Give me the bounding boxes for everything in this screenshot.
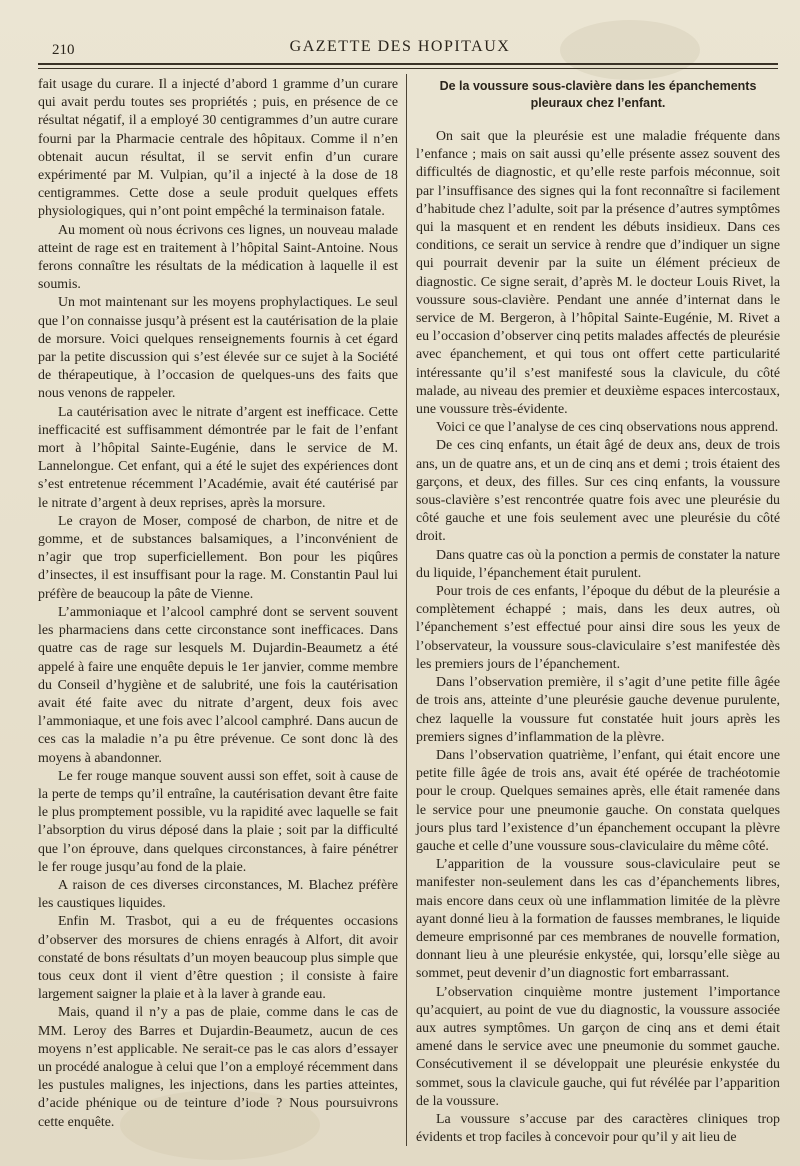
- paragraph: La cautérisation avec le nitrate d’argent est inefficace. Cette inefficacité est suffisamment démontrée par le fait de l’enfant mort à l’hôpital Sainte-Eugénie, dans le service de M. Lannelongue. Cet enfant, qui a été le sujet des expériences dont s’est entretenue récemment l’Académie, avait été cautérisé par le nitrate d’argent à deux reprises, après la morsure.: [38, 404, 398, 511]
- paragraph: Mais, quand il n’y a pas de plaie, comme dans le cas de MM. Leroy des Barres et Dujardin-Beaumetz, aucun de ces moyens n’est applicable. Ne serait-ce pas le cas alors d’essayer un procédé analogue à celui que l’on a employé récemment dans les pustules malignes, les injections, dans les parties atteintes, d’acide phénique ou de teinture d’iode ? Nous poursuivrons cette enquête.: [38, 1005, 398, 1130]
- paragraph: L’apparition de la voussure sous-claviculaire peut se manifester non-seulement dans les cas d’épanchements libres, mais encore dans ceux où une inflammation limitée de la plèvre ayant donné lieu à la formation de fausses membranes, le liquide demeure emprisonné par ces membranes de nouvelle formation, donnant lieu à une pleurésie enkystée, qui, lorsqu’elle siège au sommet, peut devenir d’un diagnostic fort embarrassant.: [416, 857, 780, 982]
- paragraph: L’observation cinquième montre justement l’importance qu’acquiert, au point de vue du diagnostic, la voussure associée aux autres symptômes. Un garçon de cinq ans et demi était amené dans le service avec une pneumonie du sommet gauche. Consécutivement il se développait une pleurésie enkystée du sommet, sous la clavicule gauche, qui fut révélée par l’apparition de la voussure.: [416, 984, 780, 1109]
- paragraph: Voici ce que l’analyse de ces cinq observations nous apprend.: [436, 420, 779, 436]
- article-title: De la voussure sous-clavière dans les épanchements pleuraux chez l’enfant.: [439, 79, 757, 110]
- right-column: [416, 76, 780, 1147]
- paragraph: Dans quatre cas où la ponction a permis de constater la nature du liquide, l’épanchement était purulent.: [416, 547, 780, 581]
- paragraph: Dans l’observation quatrième, l’enfant, qui était encore une petite fille âgée de trois ans, avait été opérée de trachéotomie pour le croup. Quelques semaines après, elle était ramenée dans le service pour une pneumonie gauche. On constata quelques jours plus tard l’existence d’un épanchement occupant la plèvre gauche et celle d’une voussure sous-claviculaire du même côté.: [416, 747, 780, 854]
- paragraph: Un mot maintenant sur les moyens prophylactiques. Le seul que l’on connaisse jusqu’à présent est la cautérisation de la plaie de morsure. Voici quelques renseignements fournis à cet égard par la petite discussion qui s’est élevée sur ce sujet à la Société de thérapeutique, à l’occasion de quelques-uns des faits que nous venons de rappeler.: [38, 295, 398, 402]
- paragraph: Au moment où nous écrivons ces lignes, un nouveau malade atteint de rage est en traitement à l’hôpital Saint-Antoine. Nous ferons connaître les résultats de la médication à laquelle il est soumis.: [38, 222, 398, 293]
- paragraph: Pour trois de ces enfants, l’époque du début de la pleurésie a complètement échappé ; mais, dans les deux autres, où l’épanchement s’est effectué pour ainsi dire sous les yeux de l’observateur, la voussure sous-claviculaire s’est manifestée dès les premiers jours de l’épanchement.: [416, 584, 780, 672]
- paragraph: A raison de ces diverses circonstances, M. Blachez préfère les caustiques liquides.: [38, 877, 398, 912]
- paragraph: On sait que la pleurésie est une maladie fréquente dans l’enfance ; mais on sait aussi qu’elle présente assez souvent des difficultés de diagnostic, et qu’elle reste parfois méconnue, soit par l’insuffisance des signes qui la font reconnaître si facilement d’habitude chez l’adulte, soit par la présence d’autres symptômes qui la masquent et en rendent les débuts insidieux. Dans ces conditions, ce serait un service à rendre que d’indiquer un signe qui pourrait devenir par la suite un élément précieux de diagnostic. Ce signe serait, d’après M. le docteur Louis Rivet, la voussure sous-clavière. Pendant une année d’internat dans le service de M. Bergeron, à l’hôpital Sainte-Eugénie, M. Rivet a eu l’occasion d’observer cinq petits malades affectés de pleurésie avec épanchement, et qui tous ont offert cette particularité intéressante qu’il s’est manifesté sous la clavicule, du côté malade, au niveau des premier et deuxième espaces intercostaux, une voussure très-évidente.: [416, 129, 780, 418]
- paragraph: fait usage du curare. Il a injecté d’abord 1 gramme d’un curare qui avait perdu toutes ses propriétés ; puis, en présence de ce résultat négatif, il a employé 30 centigrammes d’un autre curare fourni par la Pharmacie centrale des hôpitaux. Comme il n’en obtenait aucun résultat, il se servit enfin d’un curare expérimenté par M. Vulpian, qu’il a injecté à la dose de 18 centigrammes. Cette dose a seule produit quelques effets physiologiques, qui n’ont point empêché la terminaison fatale.: [38, 77, 398, 220]
- paragraph: De ces cinq enfants, un était âgé de deux ans, deux de trois ans, un de quatre ans, et un de cinq ans et demi ; trois étaient des garçons, et deux, des filles. Sur ces cinq enfants, la voussure sous-clavière s’est rencontrée quatre fois avec une pleurésie du côté gauche et une fois seulement avec une pleurésie du côté droit.: [416, 438, 780, 545]
- header-rule: [38, 63, 778, 65]
- paragraph: L’ammoniaque et l’alcool camphré dont se servent souvent les pharmaciens dans cette circonstance sont inefficaces. Dans quatre cas de rage sur lesquels M. Dujardin-Beaumetz a été appelé à faire une enquête depuis le 1er janvier, comme membre du Conseil d’hygiène et de salubrité, une fois la cautérisation avait été faite avec du nitrate d’argent, deux fois avec l’ammoniaque, et une fois avec l’alcool camphré. Dans aucun de ces cas la maladie n’a pu être prévenue. Ce sont donc là des moyens à abandonner.: [38, 604, 398, 766]
- paragraph: Enfin M. Trasbot, qui a eu de fréquentes occasions d’observer des morsures de chiens enragés à Alfort, dit avoir constaté de bons résultats d’un moyen beaucoup plus simple que tous ceux dont il vient d’être question ; il consiste à faire largement saigner la plaie et à la laver à grande eau.: [38, 914, 398, 1003]
- paragraph: La voussure s’accuse par des caractères cliniques trop évidents et trop faciles à concevoir pour qu’il y ait lieu de: [416, 1111, 780, 1146]
- column-divider: [406, 74, 407, 1146]
- paragraph: Le fer rouge manque souvent aussi son effet, soit à cause de la perte de temps qu’il entraîne, la cautérisation devant être faite le plus promptement possible, vu la rapidité avec laquelle se fait l’absorption du virus déposé dans la plaie ; soit par la difficulté que l’on éprouve, dans quelques circonstances, à faire pénétrer le fer rouge jusqu’au fond de la plaie.: [38, 768, 398, 875]
- paragraph: Dans l’observation première, il s’agit d’une petite fille âgée de trois ans, atteinte d’une pleurésie gauche devenue purulente, chez laquelle la voussure fut constatée huit jours après les premiers signes d’inflammation de la plèvre.: [416, 675, 780, 745]
- paragraph: Le crayon de Moser, composé de charbon, de nitre et de gomme, et de substances balsamiques, a l’inconvénient de n’agir que trop superficiellement. Bon pour les piqûres d’insectes, il est insuffisant pour la rage. M. Constantin Paul lui préfère de beaucoup la pâte de Vienne.: [38, 513, 398, 602]
- page-number: 210: [52, 42, 75, 58]
- left-column: [38, 76, 398, 1132]
- header-rule: [38, 68, 778, 69]
- running-title: GAZETTE DES HOPITAUX: [289, 38, 511, 55]
